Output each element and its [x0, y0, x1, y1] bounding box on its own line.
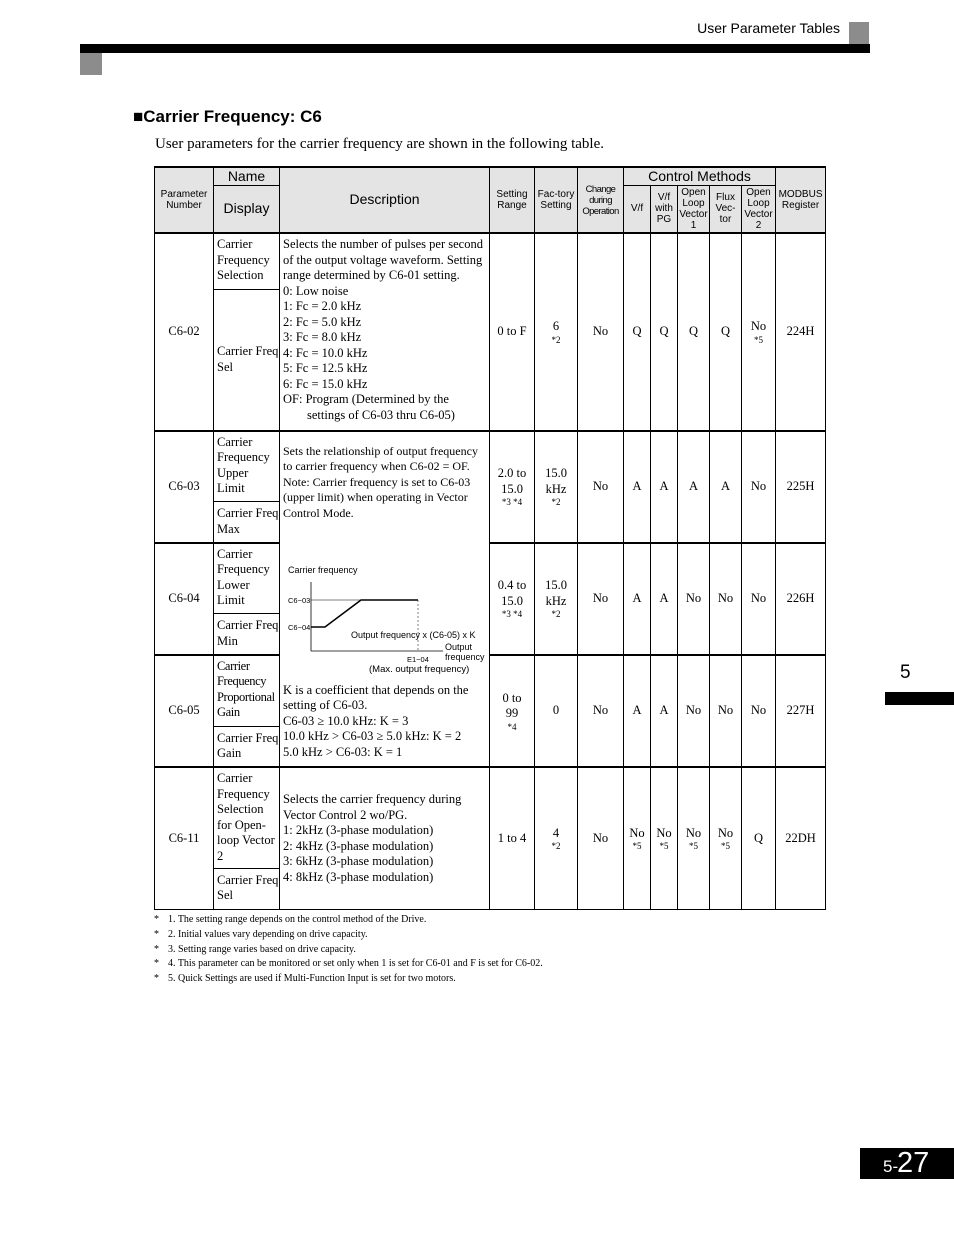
th-modbus-register: MODBUS Register	[776, 167, 826, 233]
th-name: Name	[214, 167, 280, 185]
method-vf	[624, 767, 651, 909]
setting-range	[490, 431, 535, 543]
param-description	[280, 767, 490, 909]
desc-line: 6: Fc = 15.0 kHz	[283, 376, 368, 391]
method-flux-vector: A	[710, 431, 742, 543]
header-marker-left	[80, 53, 102, 75]
footnote-ref: *2	[551, 334, 561, 345]
footnote-ref: *5	[754, 334, 764, 345]
desc-intro	[283, 444, 486, 552]
carrier-frequency-diagram	[283, 552, 487, 670]
param-display: Carrier Freq Max	[214, 502, 280, 543]
factory-setting	[535, 543, 578, 655]
carrier-frequency-figure	[283, 552, 486, 670]
page-number: 27	[897, 1147, 930, 1179]
factory-setting	[535, 767, 578, 909]
method-vf: A	[624, 655, 651, 767]
c6-03-label: C6−03	[288, 595, 311, 605]
footnote	[154, 943, 543, 958]
desc-line: Selects the carrier frequency during Vector Control 2 wo/PG.	[283, 792, 462, 822]
modbus-register: 227H	[776, 655, 826, 767]
param-number: C6-05	[155, 655, 214, 767]
chapter-tab-number: 5	[900, 662, 911, 683]
modbus-register: 225H	[776, 431, 826, 543]
desc-line: K is a coefficient that depends on the setting of C6-03.	[283, 682, 469, 713]
method-olv1: Q	[678, 233, 710, 430]
desc-k-coefficient	[283, 683, 486, 761]
footnote-text: 5. Quick Settings are used if Multi-Function Input is set for two motors.	[168, 973, 456, 985]
page-number-box	[860, 1148, 954, 1179]
method-flux-vector: No	[710, 655, 742, 767]
method-vf-pg: A	[651, 431, 678, 543]
th-control-methods: Control Methods	[624, 167, 776, 185]
footnote-ref: *2	[551, 609, 561, 620]
method-olv2: Q	[742, 767, 776, 909]
factory-setting: 0	[535, 655, 578, 767]
method-flux-vector: Q	[710, 233, 742, 430]
th-setting-range: Setting Range	[490, 167, 535, 233]
merged-description	[280, 431, 490, 768]
param-name: Carrier Frequency Selection	[214, 233, 280, 289]
desc-line: 5.0 kHz > C6-03: K = 1	[283, 744, 403, 759]
setting-range: 1 to 4	[490, 767, 535, 909]
footnote-ref: *3 *4	[501, 609, 523, 620]
page-prefix: 5-	[883, 1157, 899, 1176]
th-method-vf: V/f	[624, 185, 651, 233]
param-name: Carrier Frequency Lower Limit	[214, 543, 280, 614]
method-vf-pg: A	[651, 655, 678, 767]
footnote-star: *	[154, 943, 159, 955]
footnote-ref: *2	[551, 497, 561, 508]
th-description: Description	[280, 167, 490, 233]
figure-x-label: Output frequency x (C6-05) x K	[351, 629, 476, 640]
method-olv2: No	[742, 655, 776, 767]
setting-range	[490, 655, 535, 767]
method-olv2: No	[742, 543, 776, 655]
th-method-olv2: Open Loop Vector 2	[742, 185, 776, 233]
param-name	[214, 655, 280, 726]
param-number: C6-04	[155, 543, 214, 655]
figure-caption: (Max. output frequency)	[369, 663, 470, 675]
footnote-star: *	[154, 928, 159, 940]
method-olv2: No	[742, 431, 776, 543]
method-vf-pg	[651, 767, 678, 909]
footnote	[154, 957, 543, 972]
param-display: Carrier Freq Gain	[214, 726, 280, 767]
desc-line: 2: 4kHz (3-phase modulation)	[283, 838, 434, 853]
table-row	[155, 655, 826, 726]
change-during-operation: No	[578, 767, 624, 909]
modbus-register: 224H	[776, 233, 826, 430]
carrier-curve	[311, 600, 418, 627]
axis-label-output: Output	[445, 641, 473, 652]
param-display: Carrier Freq Sel	[214, 868, 280, 909]
method-olv1: No	[678, 543, 710, 655]
param-number: C6-02	[155, 233, 214, 430]
param-display: Carrier Freq Sel	[214, 289, 280, 430]
footnote	[154, 913, 543, 928]
method-vf-pg: A	[651, 543, 678, 655]
desc-line: 1: 2kHz (3-phase modulation)	[283, 823, 434, 838]
factory-value: 15.0 kHz	[545, 466, 567, 496]
method-value: No	[717, 825, 734, 840]
square-bullet-icon: ■	[133, 107, 144, 126]
param-description	[280, 233, 490, 430]
change-during-operation: No	[578, 655, 624, 767]
parameter-table	[154, 166, 826, 910]
method-value: No	[629, 825, 645, 840]
desc-line: 3: Fc = 8.0 kHz	[283, 330, 362, 345]
factory-setting	[535, 233, 578, 430]
e1-04-label: E1−04	[407, 654, 429, 664]
param-name: Carrier Frequency Upper Limit	[214, 431, 280, 502]
footnote-ref: *5	[632, 841, 642, 852]
change-during-operation: No	[578, 543, 624, 655]
chapter-tab-bar	[885, 692, 954, 705]
table-row	[155, 431, 826, 502]
setting-range	[490, 543, 535, 655]
footnote-star: *	[154, 973, 159, 985]
axis-label-frequency: frequency	[445, 651, 485, 662]
method-vf: A	[624, 431, 651, 543]
footnote-ref: *2	[551, 841, 561, 852]
method-olv1	[678, 767, 710, 909]
th-method-olv1: Open Loop Vector 1	[678, 185, 710, 233]
method-value: No	[685, 825, 702, 840]
footnote-ref: *5	[659, 841, 669, 852]
table-row	[155, 233, 826, 289]
change-during-operation: No	[578, 431, 624, 543]
section-title: Carrier Frequency: C6	[143, 107, 322, 126]
th-factory-setting: Fac-tory Setting	[535, 167, 578, 233]
th-change-during-operation: Change during Operation	[578, 167, 624, 233]
footnotes	[154, 913, 543, 987]
modbus-register: 22DH	[776, 767, 826, 909]
setting-range: 0 to F	[490, 233, 535, 430]
footnote-ref: *5	[689, 841, 698, 852]
table-row	[155, 767, 826, 868]
factory-setting	[535, 431, 578, 543]
intro-paragraph: User parameters for the carrier frequency are shown in the following table.	[155, 136, 604, 152]
method-vf: Q	[624, 233, 651, 430]
footnote-text: 1. The setting range depends on the control method of the Drive.	[168, 914, 427, 925]
method-vf-pg: Q	[651, 233, 678, 430]
desc-line: 4: Fc = 10.0 kHz	[283, 345, 368, 360]
method-value: No	[750, 319, 767, 334]
footnote-ref: *4	[507, 721, 517, 732]
factory-value: 4	[552, 825, 560, 840]
method-vf: A	[624, 543, 651, 655]
footnote	[154, 928, 543, 943]
method-olv1: A	[678, 431, 710, 543]
param-display: Carrier Freq Min	[214, 614, 280, 655]
method-olv2	[742, 233, 776, 430]
footnote-ref: *5	[721, 841, 730, 852]
running-header: User Parameter Tables	[697, 20, 840, 36]
th-method-flux-vector: Flux Vec-tor	[710, 185, 742, 233]
method-flux-vector	[710, 767, 742, 909]
th-display: Display	[214, 185, 280, 233]
factory-value: 6	[552, 319, 560, 334]
range-value: 0 to 99	[502, 690, 522, 721]
desc-line: 10.0 kHz > C6-03 ≥ 5.0 kHz: K = 2	[283, 729, 462, 744]
desc-line: Selects the number of pulses per second of the output voltage waveform. Setting range determined by C6-01 setting.	[283, 237, 483, 283]
desc-line: settings of C6-03 thru C6-05)	[307, 407, 455, 422]
desc-line: C6-03 ≥ 10.0 kHz: K = 3	[283, 713, 409, 728]
footnote-text: 3. Setting range varies based on drive capacity.	[168, 943, 356, 955]
param-name-text: Carrier Frequency Proportional Gain	[217, 658, 275, 720]
footnote-star: *	[154, 958, 159, 970]
desc-line: Note: Carrier frequency is set to C6-03 (upper limit) when operating in Vector Control Mode.	[283, 474, 471, 520]
figure-y-label: Carrier frequency	[288, 564, 358, 575]
table-row	[155, 543, 826, 614]
desc-line: 1: Fc = 2.0 kHz	[283, 299, 362, 314]
footnote-ref: *3 *4	[501, 497, 523, 508]
method-olv1: No	[678, 655, 710, 767]
header-rule	[80, 44, 870, 53]
range-value: 2.0 to 15.0	[497, 466, 527, 496]
section-heading	[133, 107, 322, 127]
footnote	[154, 972, 543, 987]
desc-line: OF: Program (Determined by the	[283, 392, 449, 407]
desc-line: 3: 6kHz (3-phase modulation)	[283, 854, 434, 869]
desc-line: 2: Fc = 5.0 kHz	[283, 314, 362, 329]
footnote-text: 4. This parameter can be monitored or set only when 1 is set for C6-01 and F is set for C6-02.	[168, 958, 543, 970]
param-number: C6-11	[155, 767, 214, 909]
factory-value: 15.0 kHz	[545, 578, 567, 608]
method-flux-vector: No	[710, 543, 742, 655]
desc-line: 0: Low noise	[283, 283, 349, 298]
desc-line: Sets the relationship of output frequency to carrier frequency when C6-02 = OF.	[283, 443, 478, 474]
footnote-star: *	[154, 914, 159, 925]
range-value: 0.4 to 15.0	[497, 578, 527, 608]
change-during-operation: No	[578, 233, 624, 430]
param-name: Carrier Frequency Selection for Open-loop Vector 2	[214, 767, 280, 868]
param-number: C6-03	[155, 431, 214, 543]
c6-04-label: C6−04	[288, 622, 311, 632]
footnote-text: 2. Initial values vary depending on drive capacity.	[168, 928, 368, 940]
method-value: No	[656, 825, 672, 840]
desc-line: 4: 8kHz (3-phase modulation)	[283, 869, 434, 884]
modbus-register: 226H	[776, 543, 826, 655]
header-marker	[849, 22, 869, 44]
th-method-vf-pg: V/f with PG	[651, 185, 678, 233]
desc-line: 5: Fc = 12.5 kHz	[283, 361, 368, 376]
th-parameter-number: Parameter Number	[155, 167, 214, 233]
